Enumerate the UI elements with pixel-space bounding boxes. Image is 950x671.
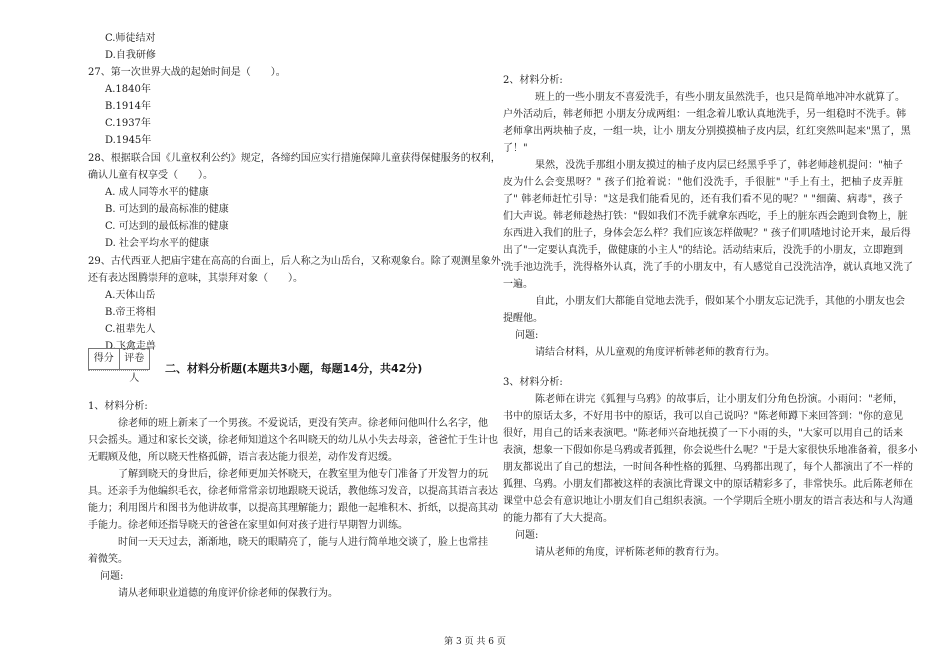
question-text: 请结合材料，从儿童观的角度评析韩老师的教育行为。 <box>535 347 775 358</box>
material-line: 时间一天天过去，渐渐地，晓天的眼睛亮了，能与人进行简单地交谈了，脸上也常挂 <box>118 537 488 548</box>
option-line: B.1914年 <box>105 101 151 112</box>
material-line: 老师拿出两块柚子皮，一组一块，让小 朋友分别摸摸柚子皮内层，红红突然叫起来"黑了，黑 <box>503 126 911 137</box>
material-line: 无暇顾及他，所以晓天性格孤僻，语言表达能力很差，动作发育迟缓。 <box>88 452 398 463</box>
material-line: 陈老师在讲完《狐狸与乌鸦》的故事后，让小朋友们分角色扮演。小雨问："老师， <box>535 394 903 405</box>
material-line: 朋友都说出了自己的想法，一时间各种性格的狐狸、乌鸦都出现了，每个人都演出了不一样的 <box>503 462 913 473</box>
option-line: A.1840年 <box>105 84 151 95</box>
material-line: 东西进入我们的肚子，身体会怎么样？我们应该怎样做呢？" 孩子们叽喳地讨论开来，最后得 <box>503 228 911 239</box>
score-box-underline <box>88 370 148 371</box>
question-label: 问题: <box>515 330 539 341</box>
question-29-stem: 29、古代西亚人把庙宇建在高高的台面上，后人称之为山岳台，又称观象台。除了观测星象外， <box>88 256 511 267</box>
material-line: 很好，用自己的话来表演吧。"陈老师兴奋地抚摸了一下小雨的头，"大家可以用自己的话来 <box>503 428 903 439</box>
material-line: 表演，想象一下假如你是乌鸦或者狐狸，你会说些什么呢？"于是大家很快乐地准备着，很多小 <box>503 445 918 456</box>
question-label: 问题: <box>100 571 124 582</box>
option-line: D.飞禽走兽 <box>105 341 156 352</box>
option-line: C.1937年 <box>105 118 151 129</box>
material-line: 户外活动后，韩老师把 小朋友分成两组：一组念着儿歌认真地洗手，另一组稳时不洗手。韩 <box>503 109 907 120</box>
material-line: 一遍。 <box>503 279 533 290</box>
option-line: C.祖辈先人 <box>105 324 156 335</box>
score-cell: 得分 <box>89 349 120 369</box>
page-footer: 第 3 页 共 6 页 <box>444 637 506 647</box>
option-line: D.自我研修 <box>105 50 156 61</box>
material-line: 果然，没洗手那组小朋友摸过的柚子皮内层已经黑乎乎了，韩老师趁机提问："柚子 <box>535 160 903 171</box>
question-text: 请从老师的角度，评析陈老师的教育行为。 <box>535 547 725 558</box>
option-line: A.天体山岳 <box>105 290 156 301</box>
material-line: 着微笑。 <box>88 554 128 565</box>
question-label: 问题: <box>515 530 539 541</box>
material-line: 提醒他。 <box>503 313 543 324</box>
material-line: 洗手池边洗手，洗得格外认真，洗了手的小朋友中，有人感觉自己没洗洁净，就认真地又洗了 <box>503 262 913 273</box>
material-line: 手能力。徐老师还指导晓天的爸爸在家里如何对孩子进行早期智力训练。 <box>88 520 408 531</box>
material-line: 了！" <box>503 143 528 154</box>
material-line: 们大声说。韩老师趁热打铁："假如我们不洗手就拿东西吃，手上的脏东西会跑到食物上，脏 <box>503 211 908 222</box>
material-line: 具。还亲手为他编织毛衣，徐老师常常亲切地跟晓天说话，教他练习发音，以提高其语言表达 <box>88 486 498 497</box>
option-line: C.师徒结对 <box>105 33 156 44</box>
material-line: 了" 韩老师赶忙引导："这是我们能看见的，还有我们看不见的呢？" "细菌、病毒"，孩子 <box>503 194 903 205</box>
material-line: 自此，小朋友们大都能自觉地去洗手，假如某个小朋友忘记洗手，其他的小朋友也会 <box>535 296 905 307</box>
option-line: A. 成人同等水平的健康 <box>105 187 209 198</box>
material-line: 只会摇头。通过和家长交谈，徐老师知道这个名叫晓天的幼儿从小失去母亲，爸爸忙于生计也 <box>88 435 498 446</box>
material-line: 皮为什么会变黑呀？" 孩子们抢着说："他们没洗手，手很脏" "手上有土，把柚子皮弄脏 <box>503 177 903 188</box>
question-29-stem-cont: 还有表达图腾崇拜的意味，其崇拜对象（ ）。 <box>88 273 303 284</box>
question-27-stem: 27、第一次世界大战的起始时间是（ ）。 <box>88 67 286 78</box>
material-line: 课堂中总会有意识地让小朋友们自己组织表演。一个学期后全班小朋友的语言表达和与人沟通 <box>503 496 913 507</box>
option-line: B. 可达到的最高标准的健康 <box>105 204 229 215</box>
question-text: 请从老师职业道德的角度评价徐老师的保教行为。 <box>118 588 338 599</box>
material-heading: 3、材料分析: <box>503 377 563 388</box>
grader-cell: 评卷人 <box>124 353 145 384</box>
material-line: 出了"一定要认真洗手，做健康的小主人"的结论。活动结束后，没洗手的小朋友，立即跑到 <box>503 245 903 256</box>
score-box <box>88 348 150 384</box>
option-line: D.1945年 <box>105 135 152 146</box>
option-line: D. 社会平均水平的健康 <box>105 238 210 249</box>
material-line: 徐老师的班上新来了一个男孩。不爱说话，更没有笑声。徐老师问他叫什么名字，他 <box>118 418 488 429</box>
material-line: 狐狸、乌鸦。小朋友们都被这样的表演比背课文中的原话精彩多了，非常快乐。此后陈老师在 <box>503 479 913 490</box>
material-heading: 1、材料分析: <box>88 401 148 412</box>
material-line: 的能力都有了大大提高。 <box>503 513 613 524</box>
material-heading: 2、材料分析: <box>503 75 563 86</box>
material-line: 了解到晓天的身世后，徐老师更加关怀晓天，在教室里为他专门准备了开发智力的玩 <box>118 469 488 480</box>
material-line: 班上的一些小朋友不喜爱洗手，有些小朋友虽然洗手，也只是简单地冲冲水就算了。 <box>535 92 905 103</box>
option-line: B.帝王将相 <box>105 307 156 318</box>
question-28-stem-cont: 确认儿童有权享受（ ）。 <box>88 170 213 181</box>
material-line: 书中的原话太多，不好用书中的原话，我可以自己说吗？"陈老师蹲下来回答到："你的意见 <box>503 411 903 422</box>
question-28-stem: 28、根据联合国《儿童权利公约》规定，各缔约国应实行措施保障儿童获得保健服务的权利， <box>88 153 501 164</box>
section-title: 二、材料分析题(本题共3小题，每题14分，共42分) <box>165 362 423 375</box>
material-line: 能力；利用图片和图书为他讲故事，以提高其理解能力；跟他一起堆积木、折纸，以提高其动 <box>88 503 498 514</box>
option-line: C. 可达到的最低标准的健康 <box>105 221 229 232</box>
